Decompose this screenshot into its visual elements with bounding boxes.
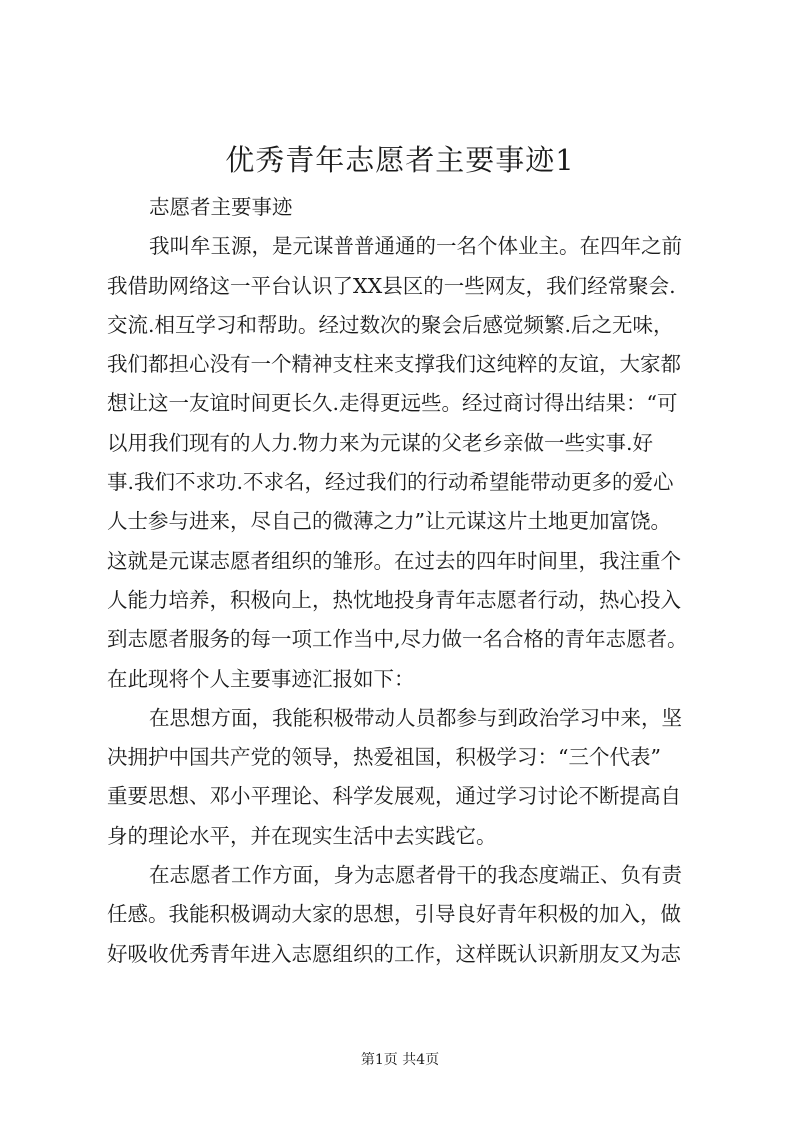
body-line: 我叫牟玉源，是元谋普普通通的一名个体业主。在四年之前 [149,234,682,259]
body-line: 重要思想、邓小平理论、科学发展观，通过学习讨论不断提高自 [107,784,681,809]
body-line: 这就是元谋志愿者组织的雏形。在过去的四年时间里，我注重个 [107,548,681,573]
body-line: 在此现将个人主要事迹汇报如下： [107,666,415,691]
body-line: 我借助网络这一平台认识了XX县区的一些网友，我们经常聚会. [107,273,676,298]
document-body [107,188,693,974]
body-line: 身的理论水平，并在现实生活中去实践它。 [107,823,497,848]
body-line: 交流.相互学习和帮助。经过数次的聚会后感觉频繁.后之无味， [107,312,674,337]
body-line: 人士参与进来，尽自己的微薄之力”让元谋这片土地更加富饶。 [107,509,671,534]
body-line: 想让这一友谊时间更长久.走得更远些。经过商讨得出结果：“可 [107,391,678,416]
body-line: 决拥护中国共产党的领导，热爱祖国，积极学习：“三个代表” [107,745,661,770]
body-line: 好吸收优秀青年进入志愿组织的工作，这样既认识新朋友又为志 [107,941,681,966]
body-line: 人能力培养，积极向上，热忱地投身青年志愿者行动，热心投入 [107,587,681,612]
body-line: 在志愿者工作方面，身为志愿者骨干的我态度端正、负有责 [149,863,682,888]
body-line: 以用我们现有的人力.物力来为元谋的父老乡亲做一些实事.好 [107,430,654,455]
document-title: 优秀青年志愿者主要事迹1 [225,143,575,177]
body-line: 事.我们不求功.不求名，经过我们的行动希望能带动更多的爱心 [107,470,674,495]
body-line: 我们都担心没有一个精神支柱来支撑我们这纯粹的友谊，大家都 [107,352,681,377]
body-line: 任感。我能积极调动大家的思想，引导良好青年积极的加入，做 [107,902,681,927]
section-heading: 志愿者主要事迹 [149,195,293,219]
body-line: 在思想方面，我能积极带动人员都参与到政治学习中来，坚 [149,705,682,730]
page-footer: 第1页 共4页 [360,1052,440,1068]
body-line: 到志愿者服务的每一项工作当中,尽力做一名合格的青年志愿者。 [107,627,688,652]
